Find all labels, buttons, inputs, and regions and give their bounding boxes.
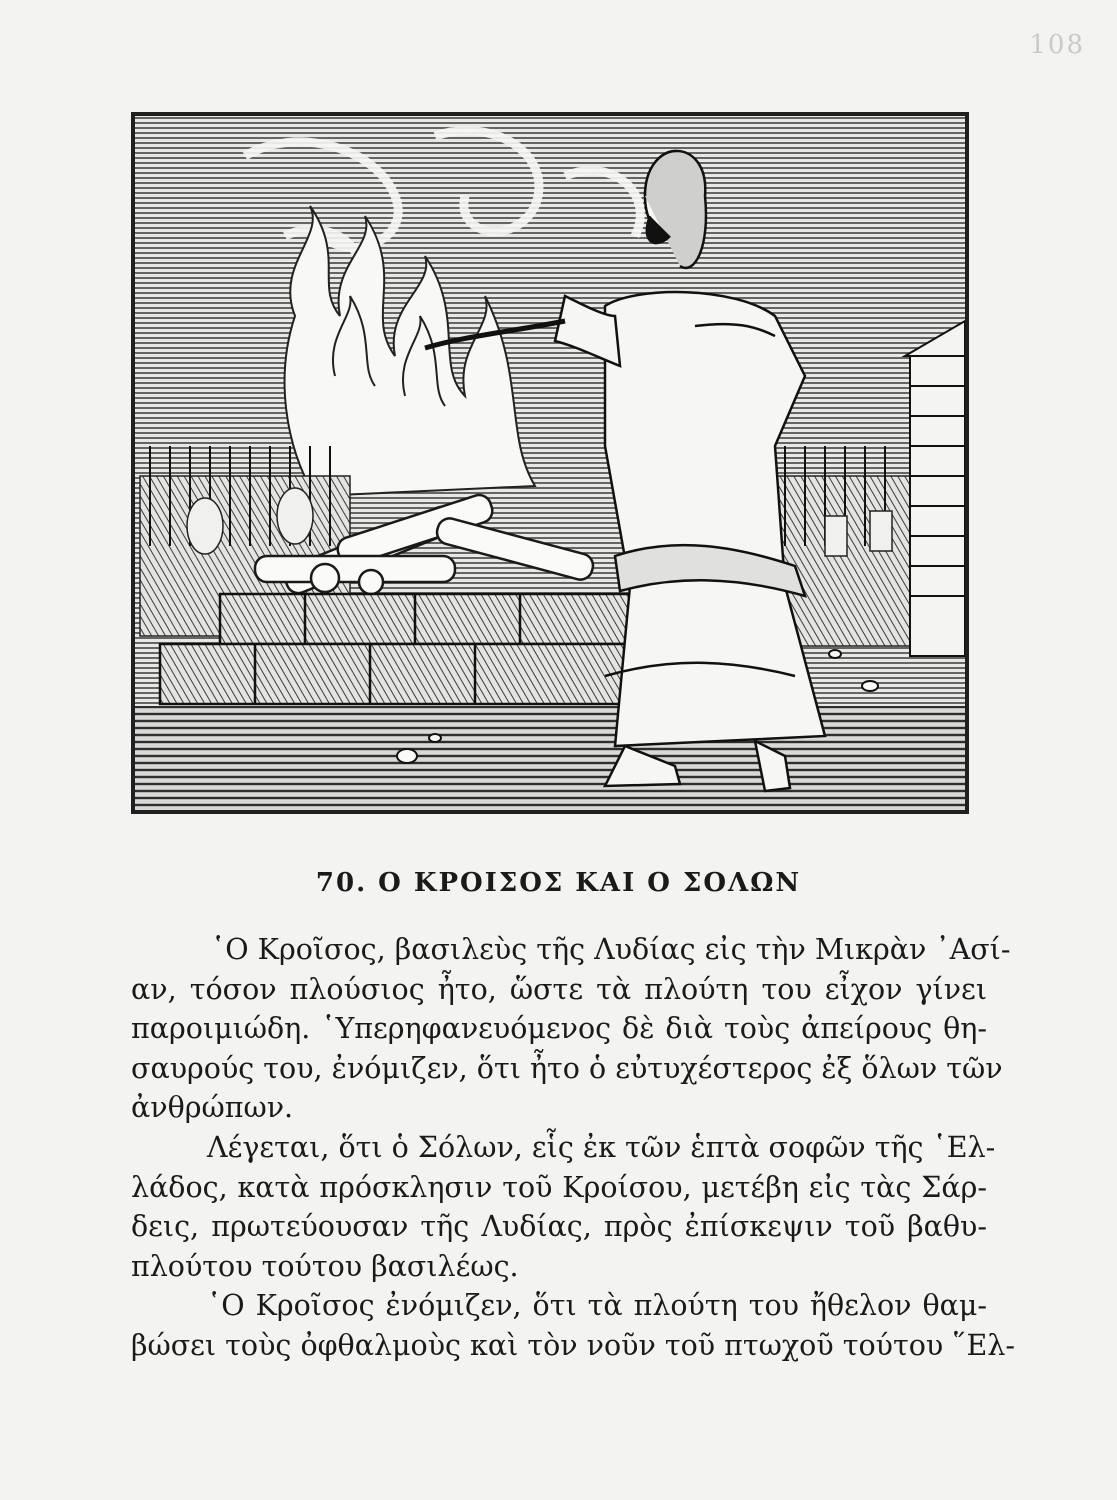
page-number: 108 xyxy=(1029,30,1085,60)
section-heading: 70. Ο ΚΡΟΙΣΟΣ ΚΑΙ Ο ΣΟΛΩΝ xyxy=(315,868,802,898)
text-line: σαυρούς του, ἐνόμιζεν, ὅτι ἦτο ὁ εὐτυχέστερος ἐξ ὅλων τῶν xyxy=(131,1051,1003,1085)
building xyxy=(905,321,965,656)
sky-background xyxy=(135,116,965,810)
text-line: ἀνθρώπων. xyxy=(131,1091,294,1125)
text-line: λάδος, κατὰ πρόσκλησιν τοῦ Κροίσου, μετέβη εἰς τὰς Σάρ- xyxy=(131,1170,987,1204)
stone-platform xyxy=(160,594,630,704)
soldiers-right xyxy=(775,446,925,646)
text-line: αν, τόσον πλούσιος ἦτο, ὥστε τὰ πλούτη του εἶχον γίνει xyxy=(131,972,987,1006)
text-line: βώσει τοὺς ὀφθαλμοὺς καὶ τὸν νοῦν τοῦ πτωχοῦ τούτου ῞Ελ- xyxy=(131,1328,1016,1362)
woodcut-illustration xyxy=(131,112,969,814)
text-line: παροιμιώδη. ῾Υπερηφανευόμενος δὲ διὰ τοὺς ἀπείρους θη- xyxy=(131,1012,987,1046)
text-line: δεις, πρωτεύουσαν τῆς Λυδίας, πρὸς ἐπίσκεψιν τοῦ βαθυ- xyxy=(131,1210,987,1244)
text-line: Λέγεται, ὅτι ὁ Σόλων, εἷς ἐκ τῶν ἑπτὰ σοφῶν τῆς ῾Ελ- xyxy=(207,1130,996,1164)
ground xyxy=(135,706,965,810)
text-line: πλούτου τούτου βασιλέως. xyxy=(131,1249,519,1283)
body-text xyxy=(131,930,1016,1366)
text-line: ῾Ο Κροῖσος, βασιλεὺς τῆς Λυδίας εἰς τὴν Μικρὰν ᾿Ασί- xyxy=(211,933,1011,966)
text-line: ῾Ο Κροῖσος ἐνόμιζεν, ὅτι τὰ πλούτη του ἤθελον θαμ- xyxy=(207,1289,987,1323)
